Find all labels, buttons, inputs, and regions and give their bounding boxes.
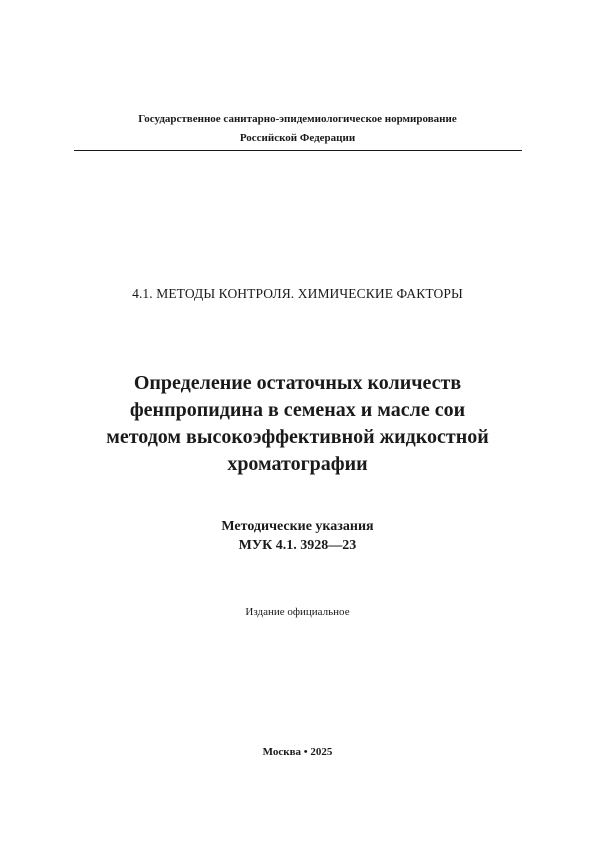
place-and-year: Москва • 2025 [262,746,333,758]
header-line-1: Государственное санитарно-эпидемиологическое нормирование [138,113,457,125]
header-line-2: Российской Федерации [239,132,356,144]
edition-note: Издание официальное [245,606,350,618]
document-subtitle [0,517,595,555]
title-line-2: фенпропидина в семенах и масле сои [129,399,466,421]
title-line-4: хроматографии [227,453,368,475]
title-line-1: Определение остаточных количеств [133,372,462,394]
header-divider [74,150,522,151]
subtitle-document-type: Методические указания [221,519,374,534]
issuing-authority-header [0,110,595,148]
subtitle-document-code: МУК 4.1. 3928—23 [238,538,357,553]
document-title [0,370,595,478]
title-line-3: методом высокоэффективной жидкостной [106,426,489,448]
section-heading: 4.1. МЕТОДЫ КОНТРОЛЯ. ХИМИЧЕСКИЕ ФАКТОРЫ [132,286,463,301]
